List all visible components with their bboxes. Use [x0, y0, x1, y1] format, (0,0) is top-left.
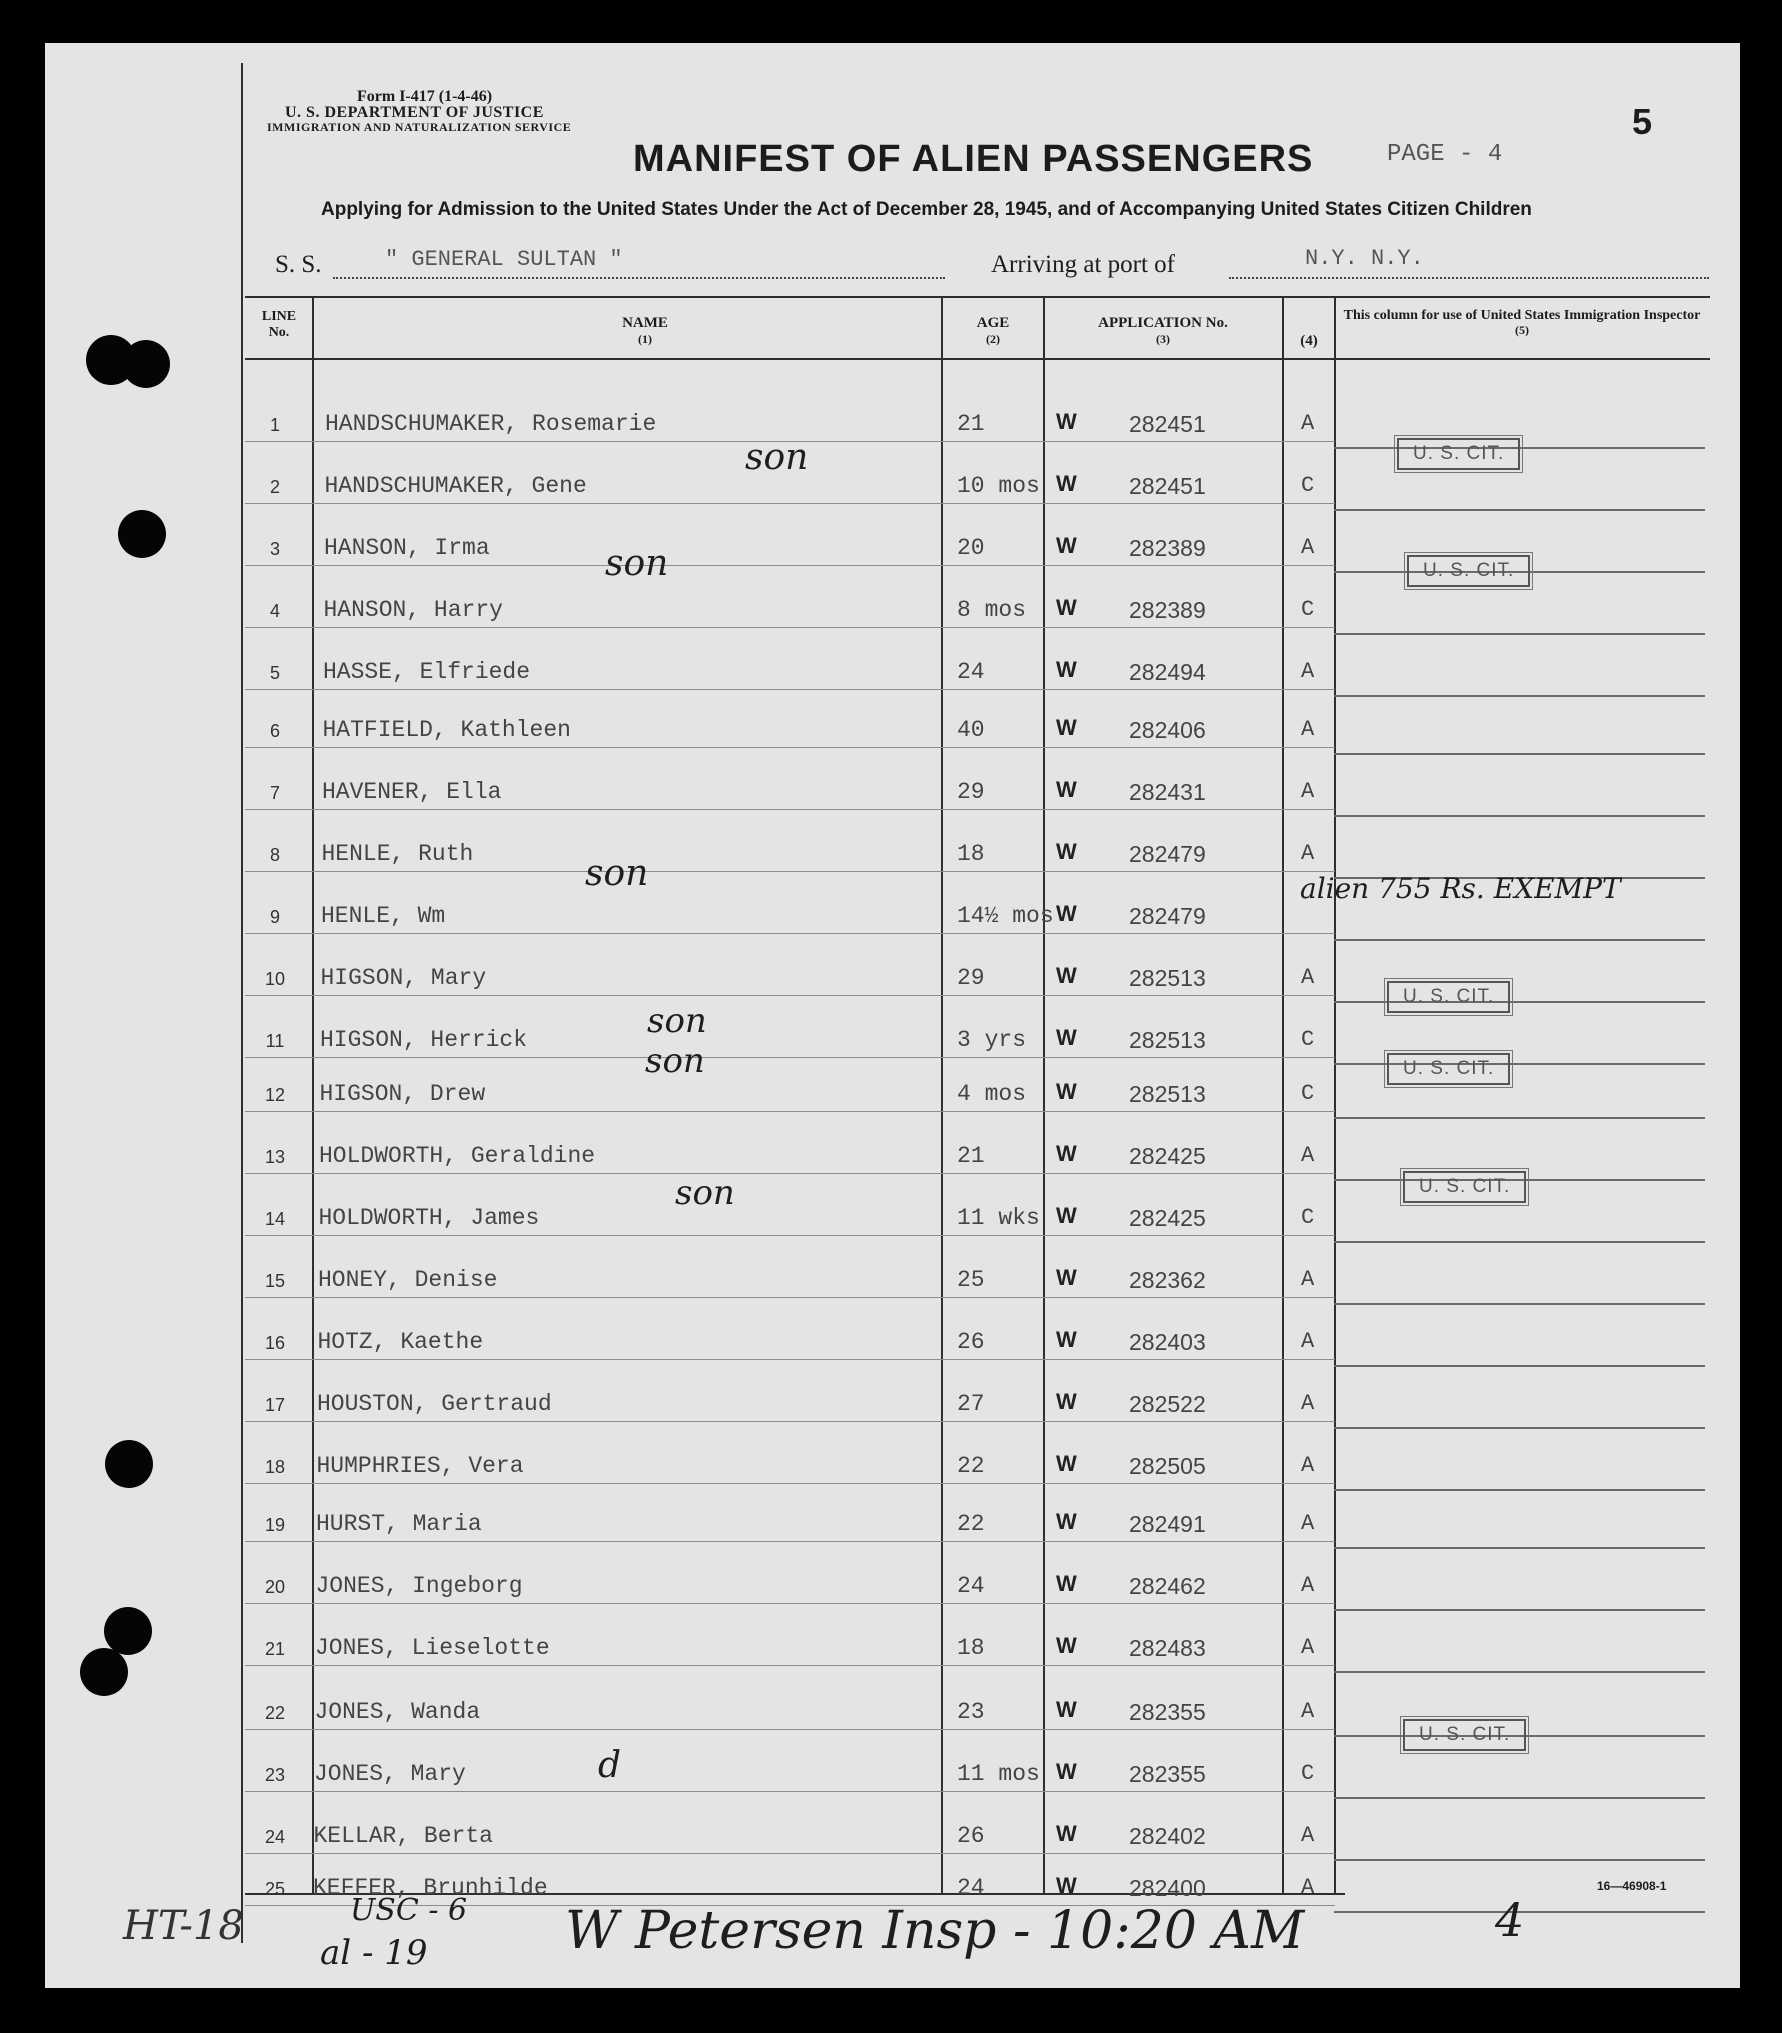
application-number: 282462: [1129, 1573, 1206, 1599]
inspector-rule: [1334, 1547, 1705, 1549]
application-number: 282451: [1129, 473, 1206, 499]
row-line-number: 24: [264, 1827, 286, 1847]
application-number: 282425: [1129, 1205, 1206, 1231]
table-top-border: [245, 296, 1710, 298]
row-rule: [245, 1111, 1335, 1112]
class-code: A: [1301, 1143, 1315, 1168]
row-line-number: 10: [264, 969, 286, 989]
passenger-age: 40: [957, 717, 985, 743]
application-letter: W: [1056, 533, 1077, 558]
row-rule: [245, 995, 1335, 996]
port-of-arrival: N.Y. N.Y.: [1305, 246, 1424, 271]
row-rule: [245, 1173, 1335, 1174]
us-citizen-stamp: U. S. CIT.: [1387, 1053, 1510, 1085]
class-code: A: [1301, 1267, 1315, 1292]
inspector-rule: [1334, 939, 1705, 941]
class-code: A: [1301, 659, 1315, 684]
row-rule: [245, 871, 1335, 872]
row-rule: [245, 1297, 1335, 1298]
application-letter: W: [1056, 1203, 1077, 1228]
service-name: IMMIGRATION AND NATURALIZATION SERVICE: [267, 120, 572, 134]
application-letter: W: [1056, 595, 1077, 620]
passenger-name: JONES, Mary: [314, 1761, 466, 1787]
header-line-no: LINE No.: [261, 309, 297, 340]
application-letter: W: [1056, 1509, 1077, 1534]
class-code: C: [1301, 473, 1315, 498]
application-letter: W: [1056, 1079, 1077, 1104]
row-line-number: 7: [269, 783, 280, 803]
note-4: 4: [1495, 1893, 1525, 1947]
header-age: AGE (2): [976, 315, 1010, 346]
passenger-age: 26: [957, 1823, 985, 1849]
col-divider-4: [1334, 296, 1336, 1893]
row-line-number: 16: [264, 1333, 286, 1353]
inspector-rule: [1334, 695, 1705, 697]
application-number: 282406: [1129, 717, 1206, 743]
row-rule: [245, 1421, 1335, 1422]
passenger-age: 29: [957, 779, 985, 805]
passenger-age: 22: [957, 1453, 985, 1479]
application-letter: W: [1056, 1327, 1077, 1352]
note-alien-exempt: alien 755 Rs. EXEMPT: [1300, 872, 1621, 905]
row-line-number: 2: [269, 477, 280, 497]
row-line-number: 20: [264, 1577, 286, 1597]
passenger-age: 3 yrs: [957, 1027, 1027, 1053]
header-name: NAME (1): [622, 315, 668, 346]
passenger-name: HURST, Maria: [316, 1511, 482, 1537]
note-son-3: son: [585, 853, 649, 894]
application-number: 282513: [1129, 965, 1206, 991]
application-letter: W: [1056, 901, 1077, 926]
header-col4: (4): [1300, 333, 1318, 349]
row-line-number: 6: [269, 721, 280, 741]
passenger-age: 20: [957, 535, 985, 561]
passenger-name: JONES, Lieselotte: [315, 1635, 550, 1661]
application-number: 282389: [1129, 535, 1206, 561]
row-line-number: 25: [264, 1879, 286, 1899]
port-dotted-line: [1229, 277, 1709, 279]
passenger-name: HANDSCHUMAKER, Rosemarie: [325, 411, 657, 437]
passenger-name: HATFIELD, Kathleen: [322, 717, 571, 743]
passenger-name: HANSON, Irma: [324, 535, 490, 561]
us-citizen-stamp: U. S. CIT.: [1403, 1171, 1526, 1203]
passenger-age: 11 mos: [957, 1761, 1040, 1787]
class-code: C: [1301, 1205, 1315, 1230]
row-rule: [245, 1665, 1335, 1666]
subtitle: Applying for Admission to the United States Under the Act of December 28, 1945, and of Accompanying United States Citizen Children: [321, 199, 1532, 220]
passenger-age: 26: [957, 1329, 985, 1355]
passenger-name: HUMPHRIES, Vera: [316, 1453, 524, 1479]
passenger-name: HENLE, Ruth: [321, 841, 474, 867]
row-rule: [245, 689, 1335, 690]
application-number: 282402: [1129, 1823, 1206, 1849]
ship-dotted-line: [333, 277, 945, 279]
passenger-age: 29: [957, 965, 985, 991]
inspector-rule: [1334, 815, 1705, 817]
application-letter: W: [1056, 1265, 1077, 1290]
application-number: 282389: [1129, 597, 1206, 623]
row-line-number: 17: [264, 1395, 286, 1415]
passenger-name: HENLE, Wm: [321, 903, 446, 929]
passenger-age: 4 mos: [957, 1081, 1027, 1107]
passenger-age: 24: [957, 1875, 985, 1901]
row-line-number: 19: [264, 1515, 286, 1535]
form-id: Form I-417 (1-4-46): [357, 88, 493, 105]
inspector-rule: [1334, 1365, 1705, 1367]
passenger-name: KELLAR, Berta: [313, 1823, 493, 1849]
passenger-name: KEFFER, Brunhilde: [313, 1875, 548, 1901]
row-rule: [245, 1541, 1335, 1542]
inspector-rule: [1334, 1303, 1705, 1305]
page-title: MANIFEST OF ALIEN PASSENGERS: [633, 138, 1314, 180]
row-line-number: 9: [269, 907, 280, 927]
passenger-name: HOUSTON, Gertraud: [317, 1391, 552, 1417]
inspector-rule: [1334, 509, 1705, 511]
class-code: A: [1301, 1453, 1315, 1478]
application-letter: W: [1056, 409, 1077, 434]
page-number: 5: [1632, 101, 1653, 142]
row-line-number: 1: [269, 415, 280, 435]
class-code: A: [1301, 717, 1315, 742]
application-number: 282431: [1129, 779, 1206, 805]
passenger-age: 18: [957, 1635, 985, 1661]
class-code: A: [1301, 965, 1315, 990]
passenger-age: 24: [957, 659, 985, 685]
application-letter: W: [1056, 1873, 1077, 1898]
passenger-name: JONES, Ingeborg: [315, 1573, 523, 1599]
binder-hole: [80, 1648, 128, 1696]
inspector-rule: [1334, 1117, 1705, 1119]
class-code: A: [1301, 1699, 1315, 1724]
passenger-age: 23: [957, 1699, 985, 1725]
col-divider-name: [941, 296, 943, 1893]
row-rule: [245, 1235, 1335, 1236]
us-citizen-stamp: U. S. CIT.: [1403, 1719, 1526, 1751]
passenger-age: 27: [957, 1391, 985, 1417]
class-code: C: [1301, 1027, 1315, 1052]
passenger-name: HANSON, Harry: [323, 597, 503, 623]
passenger-name: HASSE, Elfriede: [323, 659, 531, 685]
application-letter: W: [1056, 715, 1077, 740]
passenger-age: 8 mos: [957, 597, 1027, 623]
application-letter: W: [1056, 839, 1077, 864]
row-line-number: 5: [269, 663, 280, 683]
col-divider-line: [312, 296, 314, 1893]
application-letter: W: [1056, 1821, 1077, 1846]
class-code: A: [1301, 1391, 1315, 1416]
class-code: A: [1301, 1635, 1315, 1660]
page-label: PAGE - 4: [1387, 141, 1503, 168]
row-line-number: 21: [264, 1639, 286, 1659]
row-rule: [245, 627, 1335, 628]
application-number: 282522: [1129, 1391, 1206, 1417]
class-code: A: [1301, 1823, 1315, 1848]
binder-hole: [104, 1607, 152, 1655]
row-rule: [245, 1483, 1335, 1484]
row-rule: [245, 1853, 1335, 1854]
note-d: d: [598, 1745, 622, 1786]
department: U. S. DEPARTMENT OF JUSTICE: [285, 104, 544, 121]
class-code: A: [1301, 841, 1315, 866]
passenger-age: 21: [957, 1143, 985, 1169]
row-rule: [245, 1729, 1335, 1730]
class-code: C: [1301, 1761, 1315, 1786]
row-line-number: 12: [264, 1085, 286, 1105]
inspector-rule: [1334, 1241, 1705, 1243]
binder-hole: [105, 1440, 153, 1488]
row-rule: [245, 565, 1335, 566]
row-rule: [245, 747, 1335, 748]
class-code: C: [1301, 1081, 1315, 1106]
passenger-name: HOLDWORTH, James: [318, 1205, 540, 1231]
application-number: 282505: [1129, 1453, 1206, 1479]
arriving-label: Arriving at port of: [991, 251, 1175, 278]
note-son-4: son: [647, 1001, 707, 1041]
row-line-number: 22: [264, 1703, 286, 1723]
inspector-rule: [1334, 1859, 1705, 1861]
class-code: A: [1301, 1573, 1315, 1598]
col-divider-app: [1282, 296, 1284, 1893]
application-letter: W: [1056, 1389, 1077, 1414]
row-rule: [245, 1603, 1335, 1604]
inspector-rule: [1334, 633, 1705, 635]
class-code: A: [1301, 1511, 1315, 1536]
application-number: 282425: [1129, 1143, 1206, 1169]
inspector-rule: [1334, 753, 1705, 755]
inspector-rule: [1334, 1797, 1705, 1799]
row-rule: [245, 1057, 1335, 1058]
application-letter: W: [1056, 1759, 1077, 1784]
application-letter: W: [1056, 657, 1077, 682]
inspector-signature: W Petersen Insp - 10:20 AM: [565, 1901, 1305, 1961]
us-citizen-stamp: U. S. CIT.: [1397, 438, 1520, 470]
passenger-name: HOLDWORTH, Geraldine: [319, 1143, 596, 1169]
note-ht-18: HT-18: [123, 1903, 244, 1949]
row-line-number: 8: [269, 845, 280, 865]
note-al-19: al - 19: [320, 1933, 428, 1973]
passenger-age: 14½ mos: [957, 903, 1054, 929]
left-margin-rule: [241, 63, 243, 1943]
us-citizen-stamp: U. S. CIT.: [1387, 981, 1510, 1013]
passenger-age: 21: [957, 411, 985, 437]
form-code: 16—46908-1: [1597, 1879, 1667, 1893]
application-number: 282355: [1129, 1699, 1206, 1725]
row-line-number: 23: [264, 1765, 286, 1785]
class-code: A: [1301, 779, 1315, 804]
class-code: A: [1301, 411, 1315, 436]
inspector-rule: [1334, 1609, 1705, 1611]
row-line-number: 3: [269, 539, 280, 559]
passenger-age: 25: [957, 1267, 985, 1293]
passenger-name: JONES, Wanda: [314, 1699, 481, 1725]
passenger-name: HAVENER, Ella: [322, 779, 502, 805]
class-code: A: [1301, 535, 1315, 560]
row-line-number: 13: [264, 1147, 286, 1167]
row-rule: [245, 1359, 1335, 1360]
row-line-number: 11: [265, 1031, 285, 1051]
us-citizen-stamp: U. S. CIT.: [1407, 555, 1530, 587]
passenger-name: HONEY, Denise: [318, 1267, 498, 1293]
class-code: A: [1301, 1329, 1315, 1354]
passenger-age: 24: [957, 1573, 985, 1599]
passenger-age: 10 mos: [957, 473, 1040, 499]
application-number: 282513: [1129, 1081, 1206, 1107]
application-number: 282494: [1129, 659, 1206, 685]
note-usc-6: USC - 6: [350, 1893, 468, 1928]
application-letter: W: [1056, 1697, 1077, 1722]
application-number: 282513: [1129, 1027, 1206, 1053]
passenger-age: 11 wks: [957, 1205, 1040, 1231]
row-rule: [245, 809, 1335, 810]
row-rule: [245, 933, 1335, 934]
inspector-rule: [1334, 1489, 1705, 1491]
header-application-no: APPLICATION No. (3): [1098, 315, 1228, 346]
passenger-name: HIGSON, Drew: [319, 1081, 486, 1107]
binder-hole: [122, 340, 170, 388]
application-number: 282355: [1129, 1761, 1206, 1787]
note-son-1: son: [745, 437, 809, 478]
application-number: 282362: [1129, 1267, 1206, 1293]
row-line-number: 14: [264, 1209, 286, 1229]
note-son-6: son: [675, 1173, 735, 1213]
note-son-2: son: [605, 543, 669, 584]
application-number: 282451: [1129, 411, 1206, 437]
application-letter: W: [1056, 1141, 1077, 1166]
passenger-name: HIGSON, Mary: [320, 965, 487, 991]
row-rule: [245, 1791, 1335, 1792]
row-rule: [245, 503, 1335, 504]
application-number: 282491: [1129, 1511, 1206, 1537]
application-letter: W: [1056, 1633, 1077, 1658]
row-line-number: 18: [264, 1457, 286, 1477]
col-divider-age: [1043, 296, 1045, 1893]
application-number: 282403: [1129, 1329, 1206, 1355]
note-son-5: son: [645, 1041, 705, 1081]
ship-name: " GENERAL SULTAN ": [385, 247, 623, 272]
header-inspector: This column for use of United States Immigration Inspector (5): [1343, 308, 1701, 337]
ss-label: S. S.: [275, 251, 322, 278]
passenger-age: 18: [957, 841, 985, 867]
application-letter: W: [1056, 471, 1077, 496]
row-line-number: 15: [264, 1271, 286, 1291]
binder-hole: [118, 510, 166, 558]
application-number: 282479: [1129, 903, 1206, 929]
row-line-number: 4: [269, 601, 280, 621]
application-letter: W: [1056, 1451, 1077, 1476]
passenger-name: HIGSON, Herrick: [320, 1027, 528, 1053]
application-letter: W: [1056, 1571, 1077, 1596]
application-letter: W: [1056, 777, 1077, 802]
application-letter: W: [1056, 1025, 1077, 1050]
manifest-sheet: [45, 43, 1740, 1988]
passenger-name: HANDSCHUMAKER, Gene: [324, 473, 587, 499]
application-number: 282479: [1129, 841, 1206, 867]
application-number: 282483: [1129, 1635, 1206, 1661]
inspector-rule: [1334, 1671, 1705, 1673]
class-code: A: [1301, 1875, 1315, 1900]
application-letter: W: [1056, 963, 1077, 988]
inspector-rule: [1334, 1427, 1705, 1429]
application-number: 282400: [1129, 1875, 1206, 1901]
header-bottom-border: [245, 358, 1710, 360]
passenger-age: 22: [957, 1511, 985, 1537]
class-code: C: [1301, 597, 1315, 622]
passenger-name: HOTZ, Kaethe: [317, 1329, 484, 1355]
